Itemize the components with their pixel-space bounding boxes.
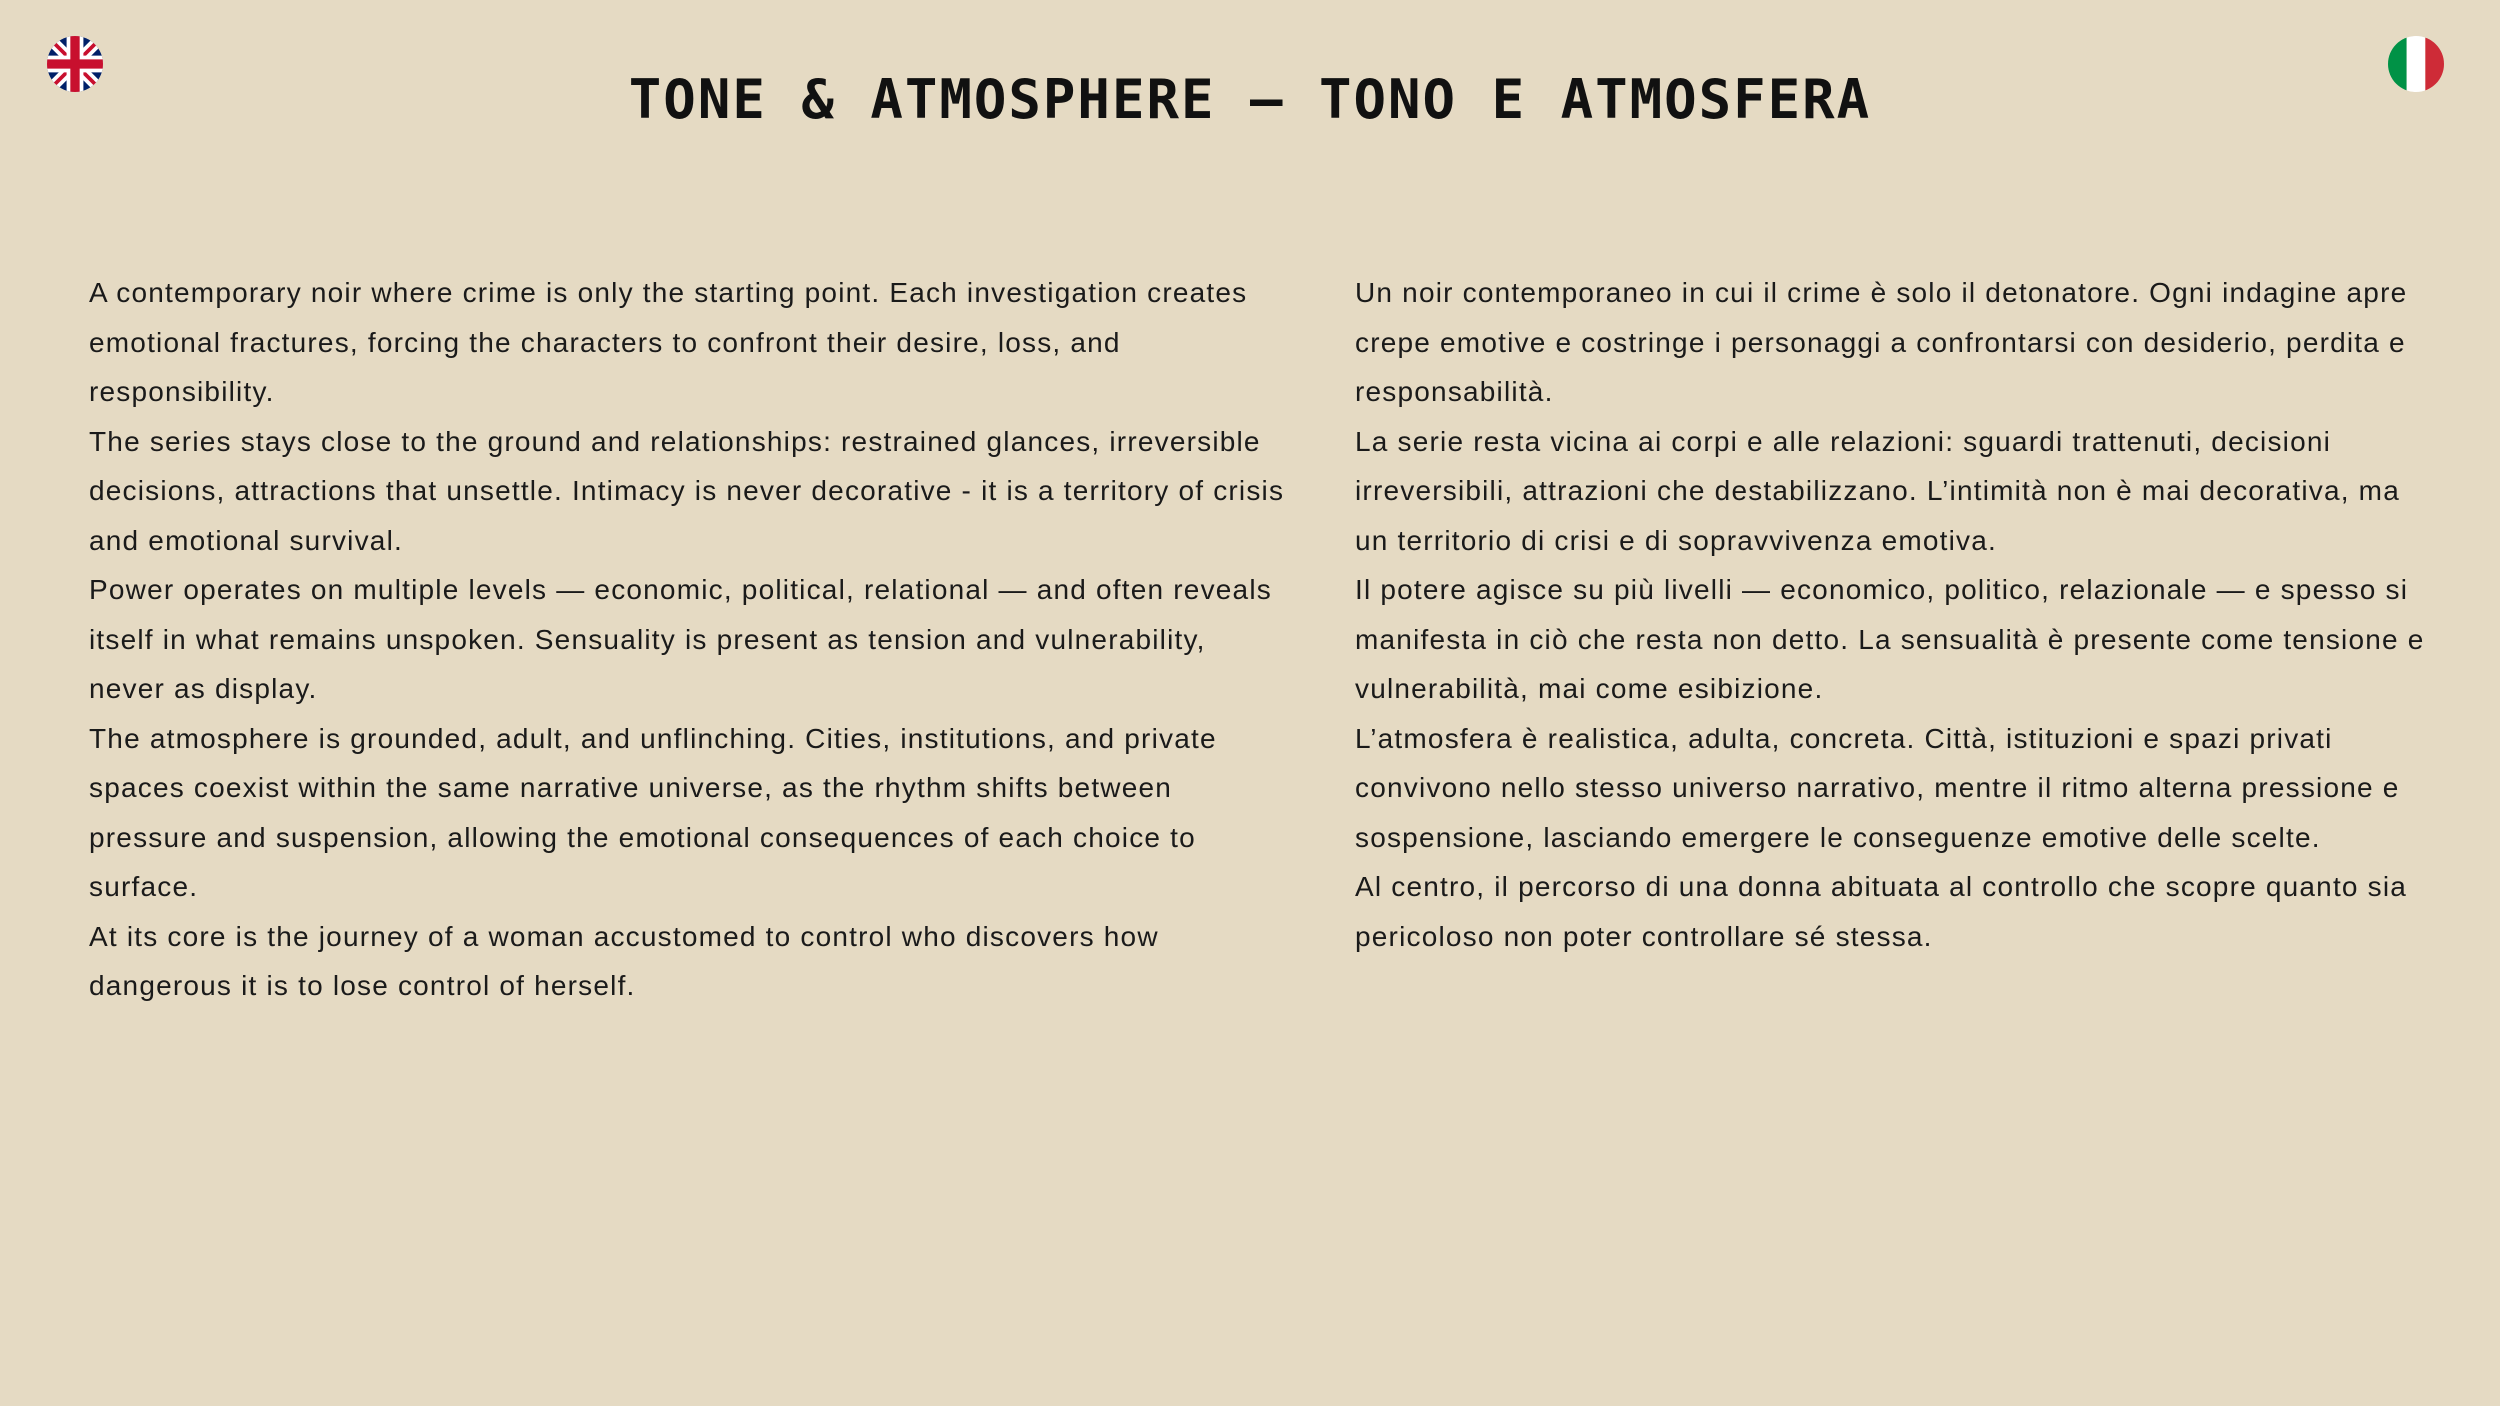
english-paragraph-3: Power operates on multiple levels — economic, political, relational — and often reveals itself in what remains unspoken. Sensuality is present as tension and vulnerability, never as display. — [89, 574, 1272, 704]
english-paragraph-1: A contemporary noir where crime is only the starting point. Each investigation creates emotional fractures, forcing the characters to confront their desire, loss, and responsibility. — [89, 277, 1248, 407]
english-text-column — [89, 268, 1289, 1011]
italian-paragraph-1: Un noir contemporaneo in cui il crime è solo il detonatore. Ogni indagine apre crepe emotive e costringe i personaggi a confrontarsi con desiderio, perdita e responsabilità. — [1355, 277, 2408, 407]
english-paragraph-5: At its core is the journey of a woman accustomed to control who discovers how dangerous it is to lose control of herself. — [89, 920, 1159, 1001]
english-paragraph-2: The series stays close to the ground and relationships: restrained glances, irreversible decisions, attractions that unsettle. Intimacy is never decorative - it is a territory of crisis and emotional survival. — [89, 425, 1285, 556]
italian-text-column — [1355, 268, 2435, 961]
page-title: TONE & ATMOSPHERE – TONO E ATMOSFERA — [628, 68, 1872, 131]
italian-paragraph-4: L’atmosfera è realistica, adulta, concreta. Città, istituzioni e spazi privati convivono nello stesso universo narrativo, mentre il ritmo alterna pressione e sospensione, lasciando emergere le conseguenze emotive delle scelte. — [1355, 722, 2400, 853]
italian-paragraph-5: Al centro, il percorso di una donna abituata al controllo che scopre quanto sia pericoloso non poter controllare sé stessa. — [1355, 871, 2408, 952]
italian-paragraph-3: Il potere agisce su più livelli — economico, politico, relazionale — e spesso si manifesta in ciò che resta non detto. La sensualità è presente come tensione e vulnerabilità, mai come esibizione. — [1355, 574, 2425, 704]
italian-paragraph-2: La serie resta vicina ai corpi e alle relazioni: sguardi trattenuti, decisioni irreversibili, attrazioni che destabilizzano. L’intimità non è mai decorativa, ma un territorio di crisi e di sopravvivenza emotiva. — [1355, 425, 2400, 556]
english-paragraph-4: The atmosphere is grounded, adult, and unflinching. Cities, institutions, and private spaces coexist within the same narrative universe, as the rhythm shifts between pressure and suspension, allowing the emotional consequences of each choice to surface. — [89, 722, 1217, 902]
